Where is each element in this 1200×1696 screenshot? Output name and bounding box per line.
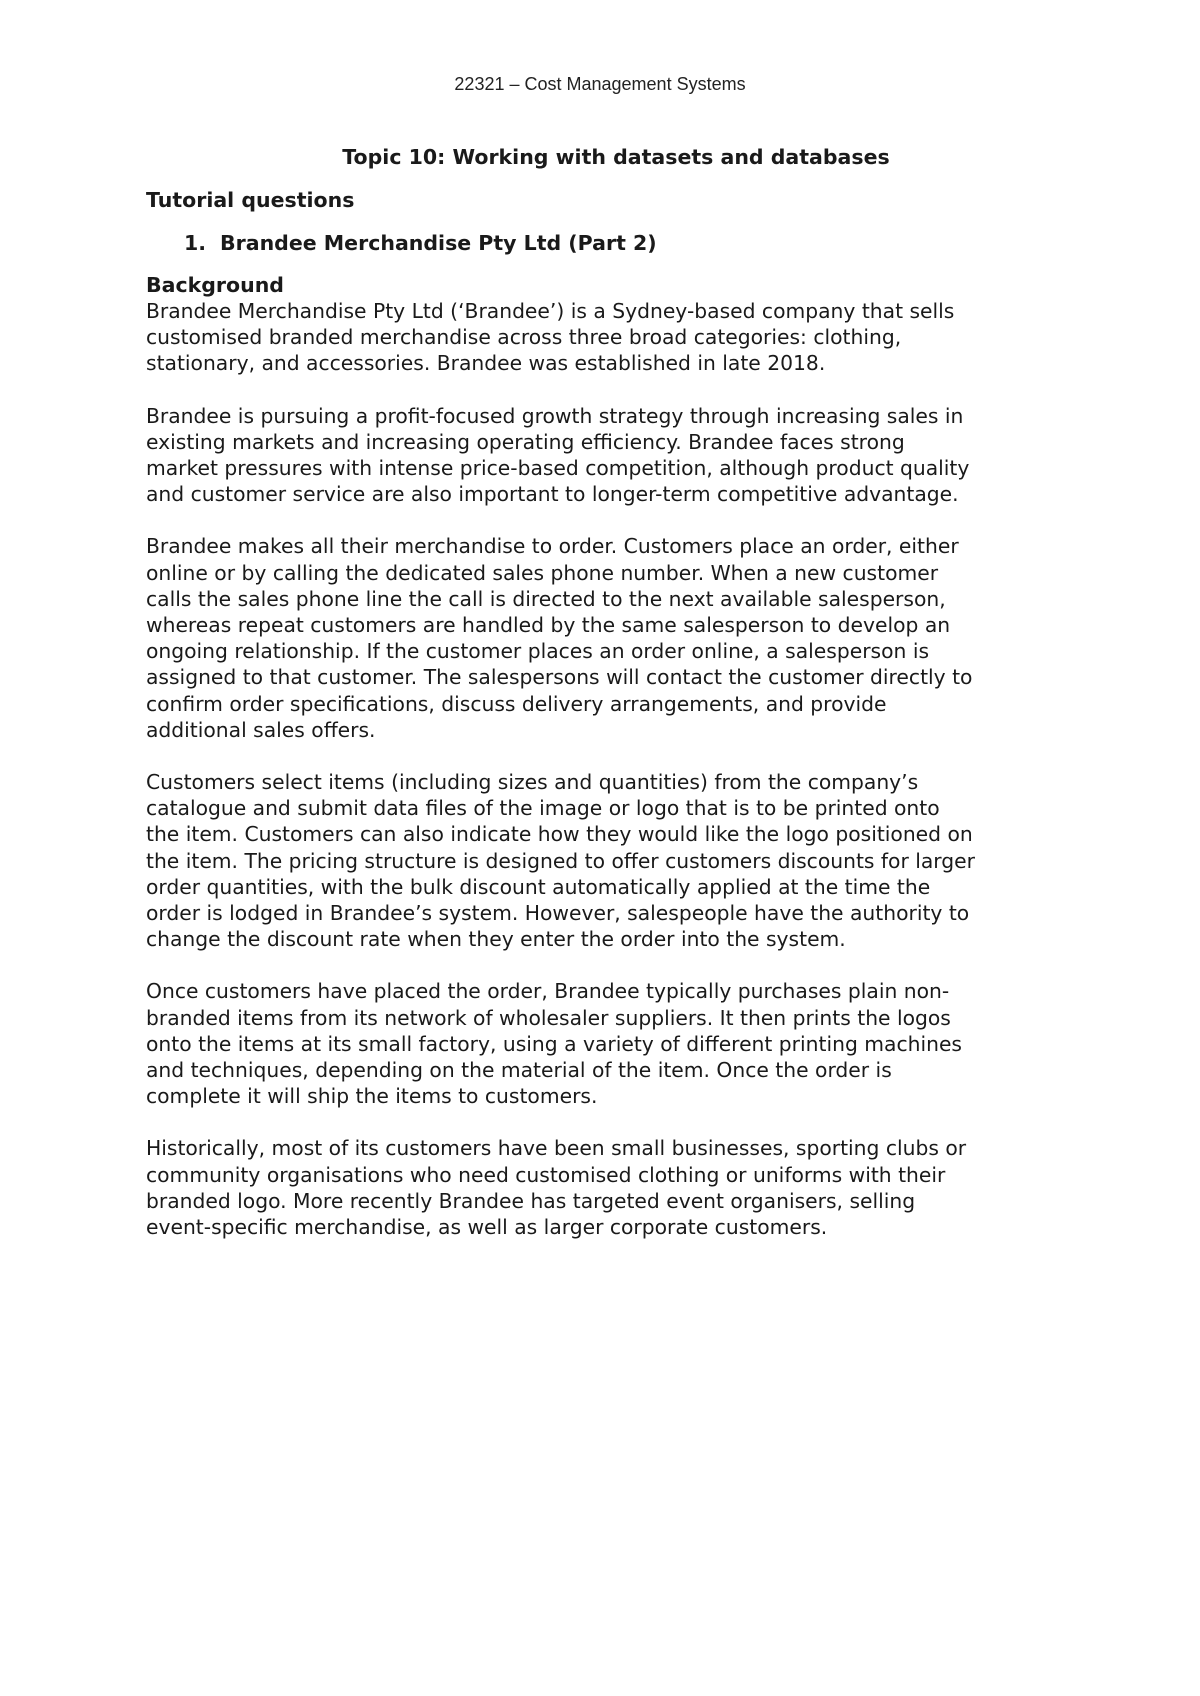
paragraph-line: confirm order specifications, discuss delivery arrangements, and provide bbox=[146, 691, 887, 716]
section-heading: Tutorial questions bbox=[146, 188, 355, 212]
paragraph-line: Historically, most of its customers have been small businesses, sporting clubs or bbox=[146, 1136, 967, 1161]
paragraph-2 bbox=[146, 403, 1076, 508]
background-heading: Background bbox=[146, 273, 284, 297]
paragraph-line: order quantities, with the bulk discount automatically applied at the time the bbox=[146, 874, 931, 899]
paragraph-line: the item. The pricing structure is designed to offer customers discounts for larger bbox=[146, 848, 975, 873]
paragraph-line: ongoing relationship. If the customer places an order online, a salesperson is bbox=[146, 639, 930, 664]
paragraph-line: Brandee is pursuing a profit-focused growth strategy through increasing sales in bbox=[146, 403, 964, 428]
paragraph-4 bbox=[146, 769, 1076, 952]
paragraph-line: assigned to that customer. The salespersons will contact the customer directly to bbox=[146, 665, 973, 690]
paragraph-line: community organisations who need customised clothing or uniforms with their bbox=[146, 1162, 946, 1187]
paragraph-5 bbox=[146, 978, 1076, 1109]
paragraph-line: whereas repeat customers are handled by the same salesperson to develop an bbox=[146, 613, 951, 638]
paragraph-line: stationary, and accessories. Brandee was established in late 2018. bbox=[146, 351, 826, 376]
paragraph-3 bbox=[146, 533, 1076, 743]
paragraph-line: and customer service are also important to longer-term competitive advantage. bbox=[146, 482, 959, 507]
paragraph-line: change the discount rate when they enter the order into the system. bbox=[146, 927, 846, 952]
paragraph-1 bbox=[146, 298, 1076, 377]
question-number: 1. bbox=[184, 231, 207, 255]
question-title: Brandee Merchandise Pty Ltd (Part 2) bbox=[220, 231, 657, 255]
document-body bbox=[146, 143, 1076, 1266]
paragraph-6 bbox=[146, 1135, 1076, 1240]
paragraphs bbox=[146, 298, 1076, 1240]
paragraph-line: customised branded merchandise across three broad categories: clothing, bbox=[146, 325, 902, 350]
paragraph-line: onto the items at its small factory, using a variety of different printing machines bbox=[146, 1031, 962, 1056]
paragraph-line: branded logo. More recently Brandee has targeted event organisers, selling bbox=[146, 1188, 916, 1213]
question-heading bbox=[184, 229, 1076, 257]
paragraph-line: calls the sales phone line the call is directed to the next available salesperson, bbox=[146, 586, 946, 611]
paragraph-line: event-specific merchandise, as well as larger corporate customers. bbox=[146, 1215, 828, 1240]
paragraph-line: complete it will ship the items to customers. bbox=[146, 1084, 598, 1109]
paragraph-line: the item. Customers can also indicate how they would like the logo positioned on bbox=[146, 822, 973, 847]
running-header: 22321 – Cost Management Systems bbox=[454, 74, 746, 94]
paragraph-line: order is lodged in Brandee’s system. However, salespeople have the authority to bbox=[146, 901, 970, 926]
paragraph-line: branded items from its network of wholesaler suppliers. It then prints the logos bbox=[146, 1005, 951, 1030]
paragraph-line: and techniques, depending on the material of the item. Once the order is bbox=[146, 1058, 892, 1083]
paragraph-line: online or by calling the dedicated sales phone number. When a new customer bbox=[146, 560, 939, 585]
paragraph-line: additional sales offers. bbox=[146, 717, 376, 742]
paragraph-line: market pressures with intense price-based competition, although product quality bbox=[146, 456, 970, 481]
paragraph-line: Brandee makes all their merchandise to order. Customers place an order, either bbox=[146, 534, 959, 559]
paragraph-line: catalogue and submit data files of the image or logo that is to be printed onto bbox=[146, 796, 940, 821]
paragraph-line: existing markets and increasing operating efficiency. Brandee faces strong bbox=[146, 429, 905, 454]
paragraph-line: Customers select items (including sizes and quantities) from the company’s bbox=[146, 770, 919, 795]
paragraph-line: Once customers have placed the order, Brandee typically purchases plain non- bbox=[146, 979, 950, 1004]
paragraph-line: Brandee Merchandise Pty Ltd (‘Brandee’) is a Sydney-based company that sells bbox=[146, 299, 955, 323]
document-title: Topic 10: Working with datasets and databases bbox=[342, 145, 890, 169]
